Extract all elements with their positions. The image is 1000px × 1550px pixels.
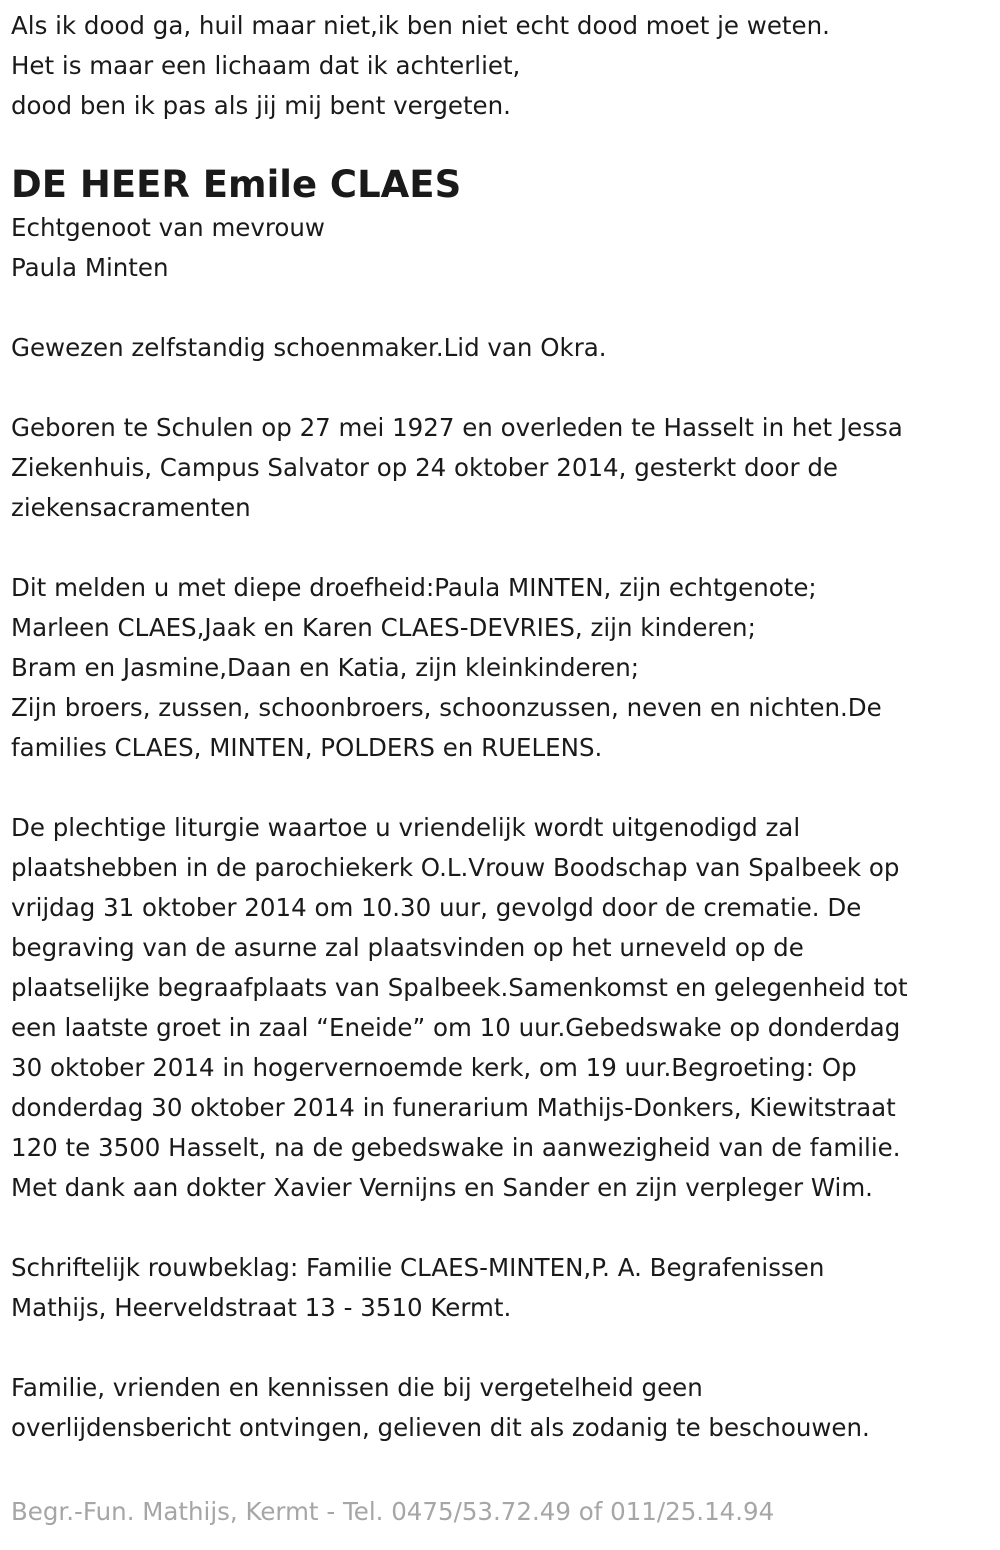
ceremony-line: een laatste groet in zaal “Eneide” om 10 uur.Gebedswake op donderdag — [11, 1013, 901, 1042]
poem — [11, 6, 1000, 126]
spouse-section — [11, 208, 1000, 288]
family-line: Zijn broers, zussen, schoonbroers, schoonzussen, neven en nichten.De — [11, 693, 882, 722]
birth-death-line: Ziekenhuis, Campus Salvator op 24 oktober 2014, gesterkt door de — [11, 453, 838, 482]
ceremony-line: donderdag 30 oktober 2014 in funerarium Mathijs-Donkers, Kiewitstraat — [11, 1093, 896, 1122]
notice-section — [11, 1368, 1000, 1448]
condolence-line: Schriftelijk rouwbeklag: Familie CLAES-MINTEN,P. A. Begrafenissen — [11, 1253, 825, 1282]
poem-line: Het is maar een lichaam dat ik achterliet, — [11, 51, 521, 80]
family-line: Bram en Jasmine,Daan en Katia, zijn kleinkinderen; — [11, 653, 639, 682]
birth-death-line: Geboren te Schulen op 27 mei 1927 en overleden te Hasselt in het Jessa — [11, 413, 903, 442]
poem-line: Als ik dood ga, huil maar niet,ik ben niet echt dood moet je weten. — [11, 11, 830, 40]
family-line: Dit melden u met diepe droefheid:Paula MINTEN, zijn echtgenote; — [11, 573, 817, 602]
birth-death-section — [11, 408, 1000, 528]
deceased-name: DE HEER Emile CLAES — [11, 163, 462, 206]
ceremony-line: plaatshebben in de parochiekerk O.L.Vrouw Boodschap van Spalbeek op — [11, 853, 900, 882]
family-line: families CLAES, MINTEN, POLDERS en RUELENS. — [11, 733, 603, 762]
notice-line: overlijdensbericht ontvingen, gelieven dit als zodanig te beschouwen. — [11, 1413, 870, 1442]
condolence-section — [11, 1248, 1000, 1328]
spouse-line: Paula Minten — [11, 253, 169, 282]
occupation-line: Gewezen zelfstandig schoenmaker.Lid van Okra. — [11, 333, 607, 362]
notice-line: Familie, vrienden en kennissen die bij vergetelheid geen — [11, 1373, 703, 1402]
condolence-line: Mathijs, Heerveldstraat 13 - 3510 Kermt. — [11, 1293, 512, 1322]
occupation-section — [11, 328, 1000, 368]
ceremony-section — [11, 808, 1000, 1208]
ceremony-line: De plechtige liturgie waartoe u vriendelijk wordt uitgenodigd zal — [11, 813, 801, 842]
ceremony-line: Met dank aan dokter Xavier Vernijns en Sander en zijn verpleger Wim. — [11, 1173, 873, 1202]
family-line: Marleen CLAES,Jaak en Karen CLAES-DEVRIES, zijn kinderen; — [11, 613, 756, 642]
ceremony-line: plaatselijke begraafplaats van Spalbeek.Samenkomst en gelegenheid tot — [11, 973, 908, 1002]
spouse-line: Echtgenoot van mevrouw — [11, 213, 325, 242]
ceremony-line: vrijdag 31 oktober 2014 om 10.30 uur, gevolgd door de crematie. De — [11, 893, 862, 922]
ceremony-line: begraving van de asurne zal plaatsvinden op het urneveld op de — [11, 933, 804, 962]
ceremony-line: 30 oktober 2014 in hogervernoemde kerk, om 19 uur.Begroeting: Op — [11, 1053, 857, 1082]
family-section — [11, 568, 1000, 768]
birth-death-line: ziekensacramenten — [11, 493, 251, 522]
funeral-home-footer: Begr.-Fun. Mathijs, Kermt - Tel. 0475/53.72.49 of 011/25.14.94 — [11, 1497, 775, 1526]
ceremony-line: 120 te 3500 Hasselt, na de gebedswake in aanwezigheid van de familie. — [11, 1133, 901, 1162]
poem-line: dood ben ik pas als jij mij bent vergeten. — [11, 91, 511, 120]
